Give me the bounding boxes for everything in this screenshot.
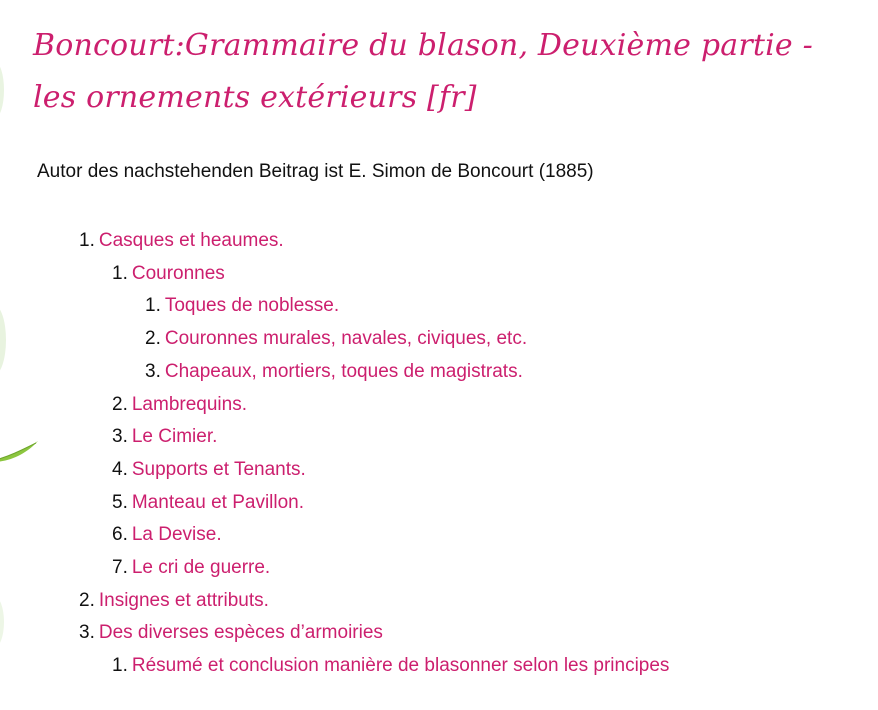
decorative-leaf-icon [0, 305, 6, 375]
toc-link[interactable]: Chapeaux, mortiers, toques de magistrats. [164, 360, 523, 382]
toc-item [112, 258, 669, 389]
toc-sublist [79, 650, 669, 683]
decorative-leaf-icon [0, 596, 4, 648]
toc-link[interactable]: Insignes et attributs. [98, 589, 269, 611]
toc-link[interactable]: Couronnes murales, navales, civiques, etc. [164, 328, 528, 350]
toc-number: 3. [112, 426, 128, 448]
toc-link[interactable]: Des diverses espèces d’armoiries [98, 622, 383, 644]
toc-item [112, 421, 669, 454]
toc-item [79, 225, 669, 585]
toc-link[interactable]: Supports et Tenants. [131, 458, 306, 480]
toc-number: 6. [112, 524, 128, 546]
toc-item [112, 519, 669, 552]
toc-link[interactable]: Toques de noblesse. [164, 295, 340, 317]
decorative-leaf-icon [0, 62, 4, 118]
toc-number: 4. [112, 458, 128, 480]
toc-sublist [79, 258, 669, 585]
toc-link[interactable]: Couronnes [131, 262, 225, 284]
toc-number: 2. [112, 393, 128, 415]
toc-number: 5. [112, 491, 128, 513]
toc-item [112, 487, 669, 520]
toc-item [145, 323, 669, 356]
toc-number: 1. [145, 295, 161, 317]
toc-link[interactable]: Le cri de guerre. [131, 557, 271, 579]
toc-link[interactable]: Lambrequins. [131, 393, 247, 415]
toc-number: 2. [145, 328, 161, 350]
toc-item [79, 617, 669, 682]
toc-number: 3. [145, 360, 161, 382]
toc-item [112, 552, 669, 585]
toc-number: 2. [79, 589, 95, 611]
toc-item [112, 454, 669, 487]
toc-number: 1. [112, 655, 128, 677]
toc-number: 1. [112, 262, 128, 284]
table-of-contents [79, 225, 669, 683]
toc-link[interactable]: La Devise. [131, 524, 222, 546]
green-leaf-icon [0, 438, 40, 462]
toc-item [145, 290, 669, 323]
toc-link[interactable]: Le Cimier. [131, 426, 218, 448]
author-line: Autor des nachstehenden Beitrag ist E. Simon de Boncourt (1885) [37, 161, 594, 182]
toc-item [145, 356, 669, 389]
toc-number: 1. [79, 230, 95, 251]
toc-item [112, 389, 669, 422]
toc-number: 3. [79, 622, 95, 644]
toc-link[interactable]: Résumé et conclusion manière de blasonner selon les principes [131, 655, 670, 677]
toc-sublist [112, 290, 669, 388]
toc-item [79, 585, 669, 618]
page-title: Boncourt:Grammaire du blason, Deuxième partie - les ornements extérieurs [fr] [33, 28, 813, 115]
toc-number: 7. [112, 557, 128, 579]
toc-link[interactable]: Manteau et Pavillon. [131, 491, 305, 513]
toc-item [112, 650, 669, 683]
toc-link[interactable]: Casques et heaumes. [98, 230, 284, 251]
